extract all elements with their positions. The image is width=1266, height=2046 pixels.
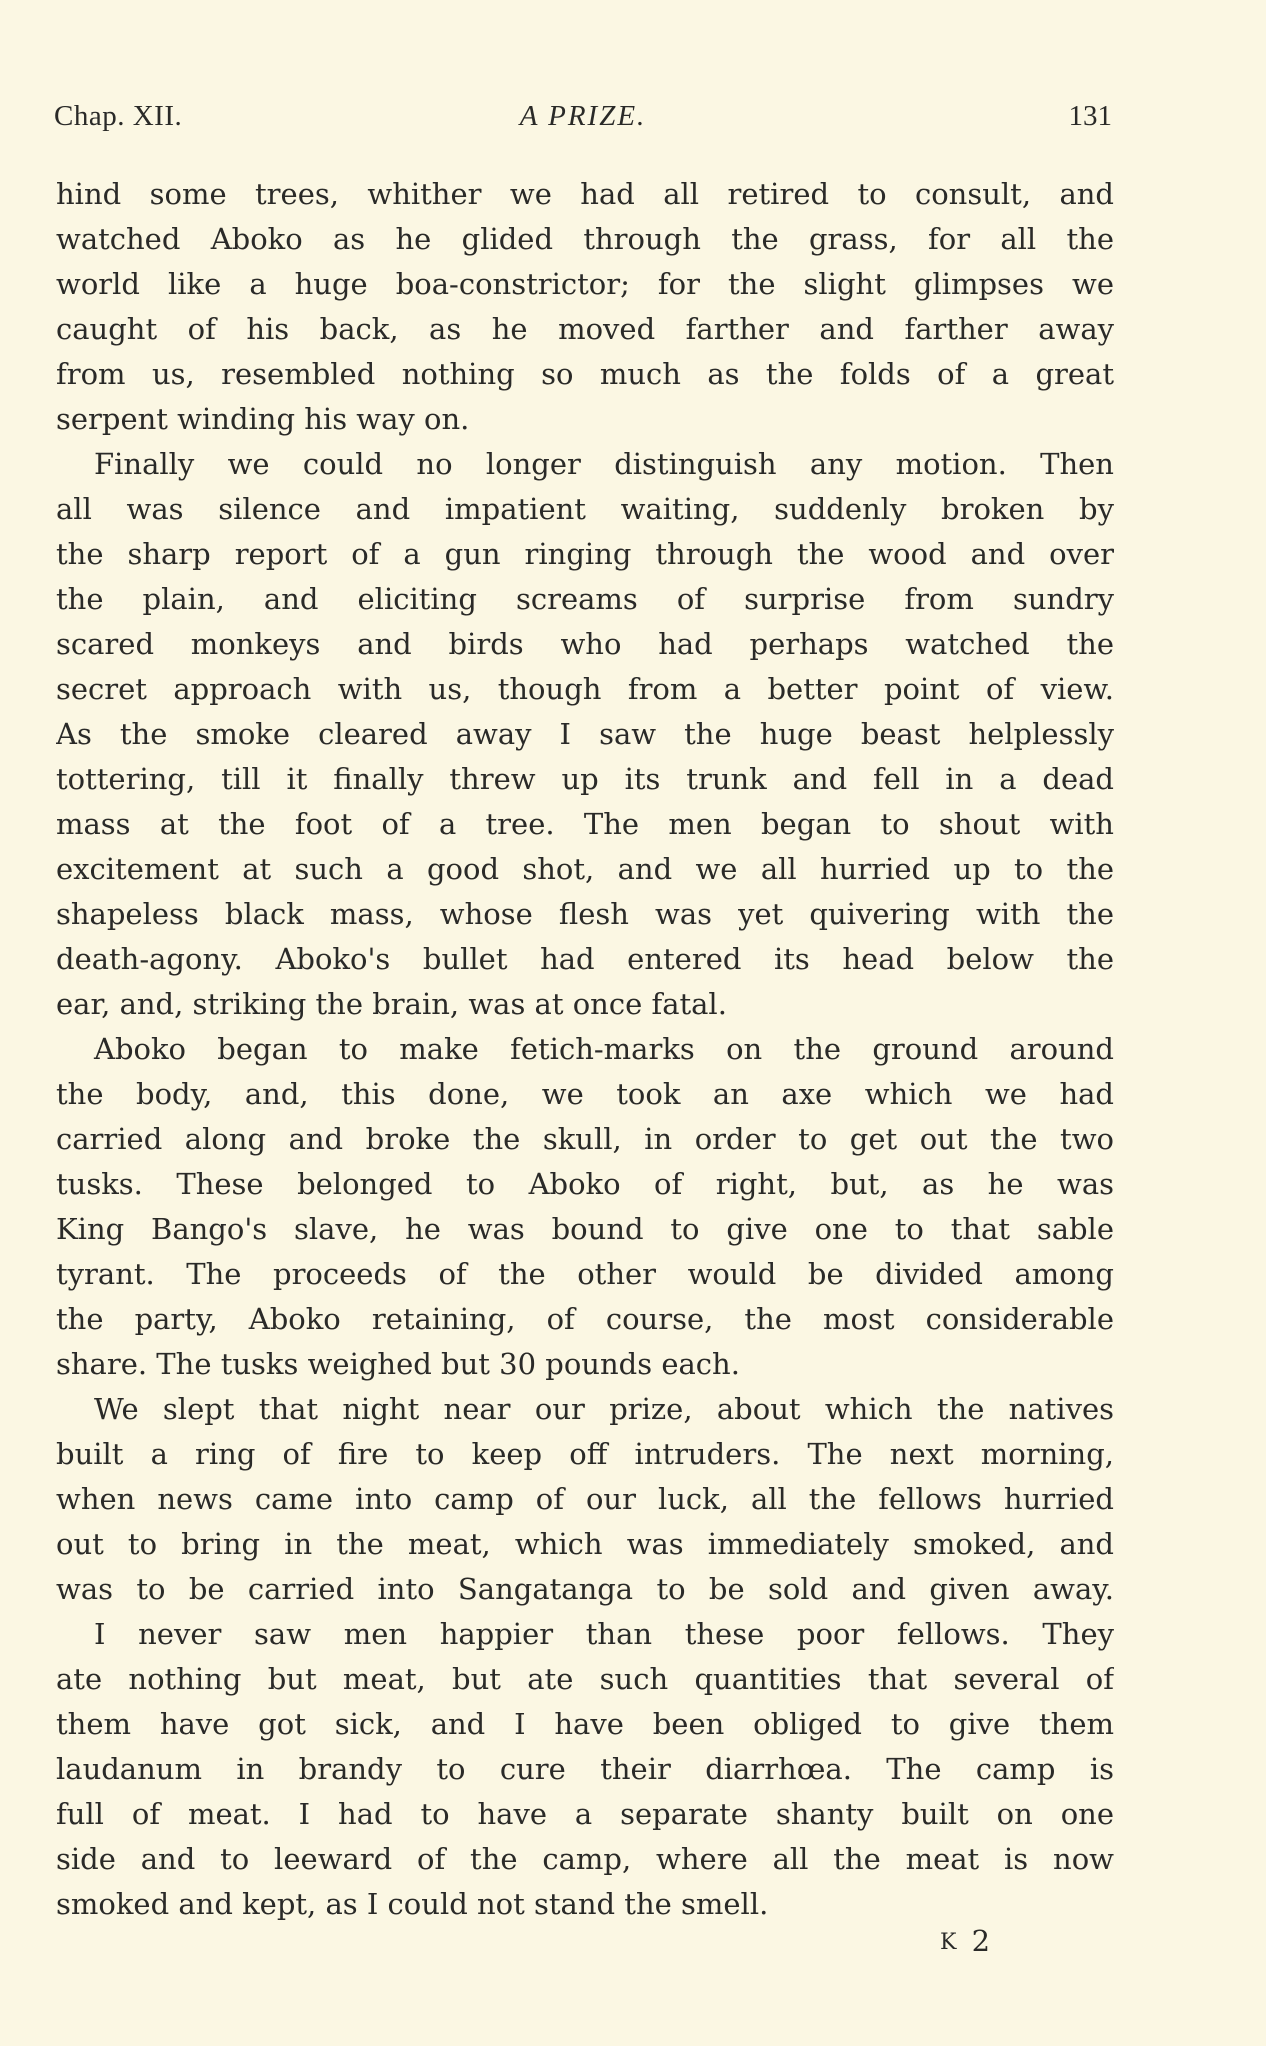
text-line: out to bring in the meat, which was immediately smoked, and — [56, 1527, 1114, 1561]
signature-number: 2 — [971, 1924, 994, 1958]
page-number: 131 — [1068, 100, 1112, 132]
text-line: carried along and broke the skull, in order to get out the two — [56, 1122, 1114, 1156]
chapter-label: Chap. XII. — [54, 100, 183, 132]
text-line: I never saw men happier than these poor fellows. They — [94, 1617, 1114, 1651]
text-line: tottering, till it finally threw up its trunk and fell in a dead — [56, 762, 1114, 796]
text-line: all was silence and impatient waiting, suddenly broken by — [56, 492, 1114, 526]
text-line: King Bango's slave, he was bound to give one to that sable — [56, 1212, 1114, 1246]
text-line: Finally we could no longer distinguish any motion. Then — [94, 447, 1114, 481]
text-line: Aboko began to make fetich-marks on the ground around — [94, 1032, 1114, 1066]
text-line: the party, Aboko retaining, of course, the most considerable — [56, 1302, 1114, 1336]
text-line: serpent winding his way on. — [56, 402, 470, 436]
text-line: built a ring of fire to keep off intruders. The next morning, — [56, 1437, 1114, 1471]
text-line: smoked and kept, as I could not stand the smell. — [56, 1887, 769, 1921]
text-line: ate nothing but meat, but ate such quantities that several of — [56, 1662, 1114, 1696]
text-line: when news came into camp of our luck, all the fellows hurried — [56, 1482, 1114, 1516]
text-line: We slept that night near our prize, about which the natives — [94, 1392, 1114, 1426]
text-line: the sharp report of a gun ringing through the wood and over — [56, 537, 1114, 571]
text-line: secret approach with us, though from a better point of view. — [56, 672, 1114, 706]
text-line: them have got sick, and I have been obliged to give them — [56, 1707, 1114, 1741]
body-text — [56, 172, 1114, 1927]
text-line: scared monkeys and birds who had perhaps watched the — [56, 627, 1114, 661]
text-line: excitement at such a good shot, and we all hurried up to the — [56, 852, 1114, 886]
text-line: caught of his back, as he moved farther and farther away — [56, 312, 1114, 346]
text-line: world like a huge boa-constrictor; for the slight glimpses we — [56, 267, 1114, 301]
text-line: tyrant. The proceeds of the other would be divided among — [56, 1257, 1114, 1291]
text-line: side and to leeward of the camp, where all the meat is now — [56, 1842, 1114, 1876]
chapter-title: A PRIZE. — [519, 100, 647, 132]
text-line: share. The tusks weighed but 30 pounds each. — [56, 1347, 740, 1381]
text-line: from us, resembled nothing so much as the folds of a great — [56, 357, 1114, 391]
text-line: watched Aboko as he glided through the grass, for all the — [56, 222, 1114, 256]
text-line: hind some trees, whither we had all retired to consult, and — [56, 177, 1114, 211]
text-line: the body, and, this done, we took an axe which we had — [56, 1077, 1114, 1111]
text-line: the plain, and eliciting screams of surprise from sundry — [56, 582, 1114, 616]
running-head — [54, 100, 1112, 140]
text-line: death-agony. Aboko's bullet had entered its head below the — [56, 942, 1114, 976]
text-line: full of meat. I had to have a separate shanty built on one — [56, 1797, 1114, 1831]
text-line: shapeless black mass, whose flesh was yet quivering with the — [56, 897, 1114, 931]
text-line: mass at the foot of a tree. The men began to shout with — [56, 807, 1114, 841]
signature-letter: K — [940, 1930, 960, 1955]
text-line: tusks. These belonged to Aboko of right, but, as he was — [56, 1167, 1114, 1201]
signature-mark — [940, 1924, 993, 1958]
text-line: was to be carried into Sangatanga to be sold and given away. — [56, 1572, 1114, 1606]
text-line: As the smoke cleared away I saw the huge beast helplessly — [56, 717, 1114, 751]
text-line: laudanum in brandy to cure their diarrhœa. The camp is — [56, 1752, 1114, 1786]
text-line: ear, and, striking the brain, was at once fatal. — [56, 987, 727, 1021]
